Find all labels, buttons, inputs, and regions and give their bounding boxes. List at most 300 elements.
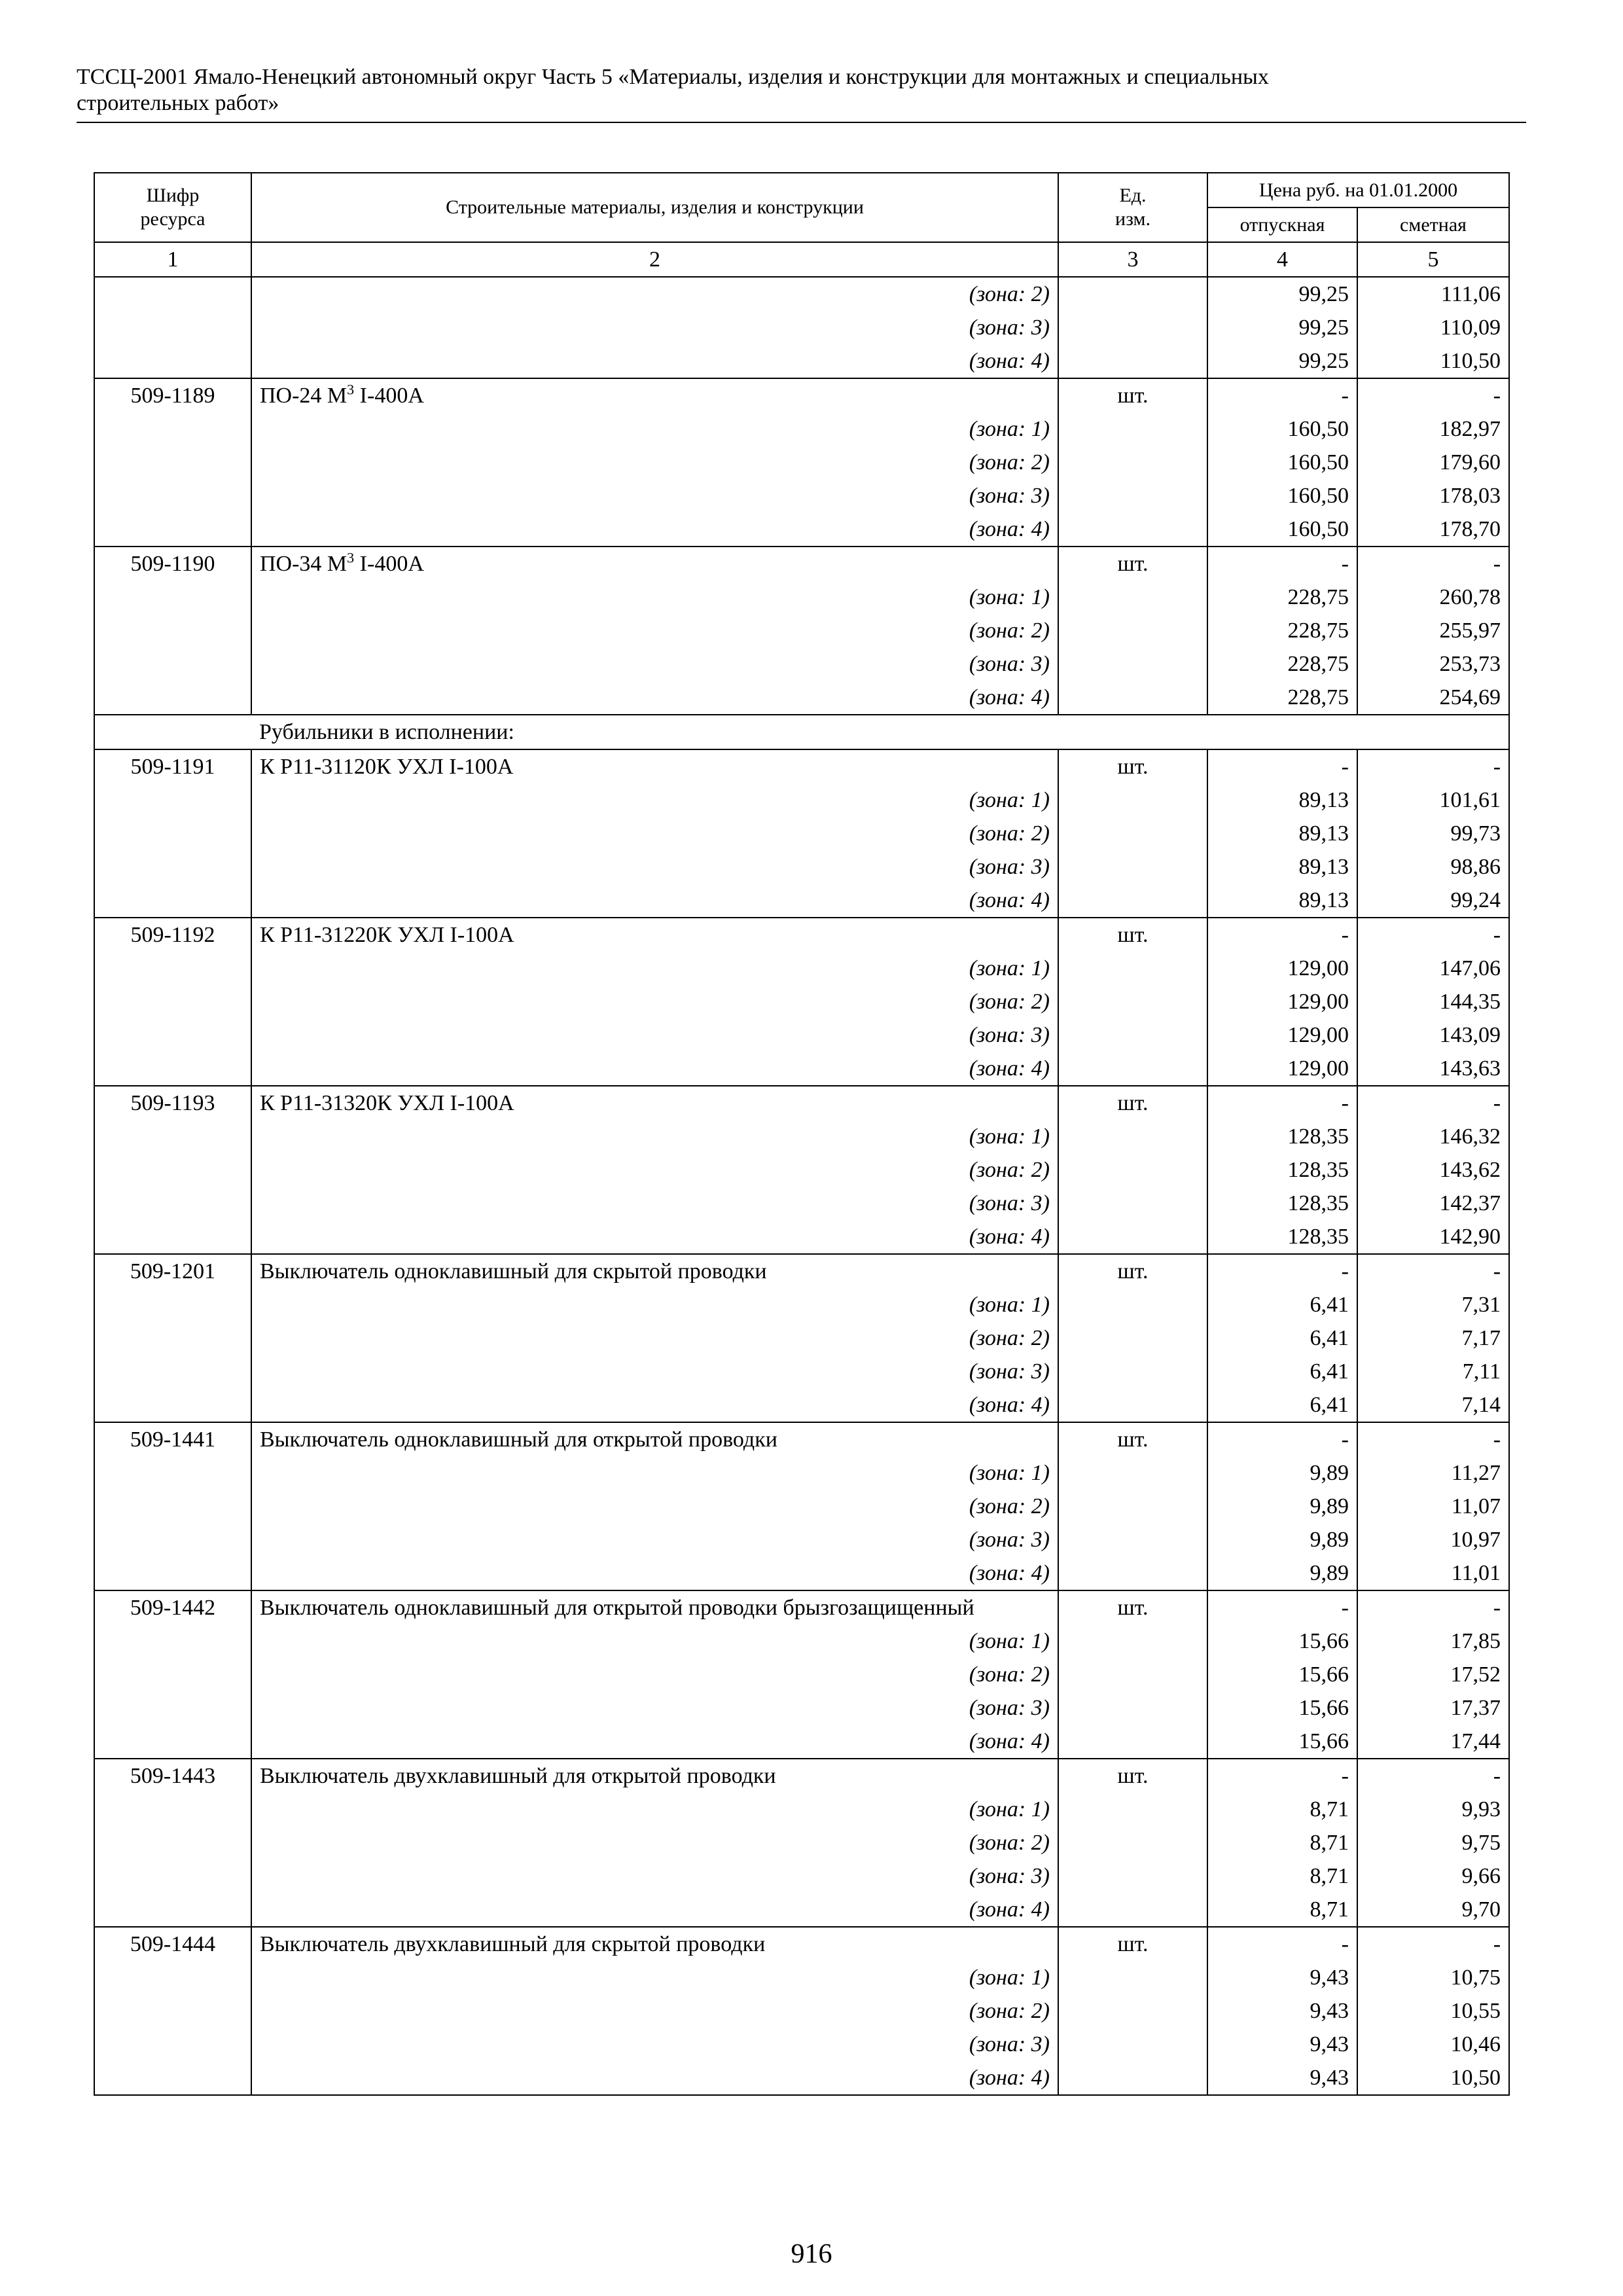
col-header-name: Строительные материалы, изделия и конструкции (251, 173, 1058, 242)
zone-label: (зона: 4) (251, 512, 1058, 547)
estimate-price: 9,70 (1357, 1893, 1509, 1927)
unit-cell (1058, 412, 1207, 446)
resource-code-cell (94, 1321, 251, 1355)
resource-code-cell (94, 850, 251, 884)
resource-code-cell (94, 581, 251, 614)
zone-row (94, 1859, 1509, 1893)
release-price: 99,25 (1207, 277, 1357, 311)
zone-label: (зона: 2) (251, 1153, 1058, 1187)
estimate-price: 11,27 (1357, 1456, 1509, 1490)
zone-row (94, 1153, 1509, 1187)
unit-cell (1058, 1355, 1207, 1388)
release-price: 89,13 (1207, 783, 1357, 817)
estimate-price: 146,32 (1357, 1120, 1509, 1153)
zone-row (94, 311, 1509, 344)
item-row (94, 1422, 1509, 1456)
item-name: Выключатель двухклавишный для открытой проводки (251, 1759, 1058, 1793)
estimate-price: - (1357, 918, 1509, 952)
resource-code-cell (94, 1153, 251, 1187)
resource-code-cell (94, 783, 251, 817)
unit: шт. (1058, 1254, 1207, 1288)
zone-row (94, 1490, 1509, 1523)
item-name-suffix: I-400А (354, 552, 424, 576)
zone-row (94, 479, 1509, 512)
header-rule (77, 122, 1526, 123)
release-price: - (1207, 1759, 1357, 1793)
zone-label: (зона: 1) (251, 412, 1058, 446)
estimate-price: 10,55 (1357, 1994, 1509, 2028)
col-header-code: Шифр ресурса (94, 173, 251, 242)
estimate-price: 7,17 (1357, 1321, 1509, 1355)
item-row (94, 1086, 1509, 1120)
zone-label: (зона: 3) (251, 1691, 1058, 1725)
zone-label: (зона: 2) (251, 446, 1058, 479)
unit-cell (1058, 1120, 1207, 1153)
unit-cell (1058, 850, 1207, 884)
item-name: Выключатель одноклавишный для скрытой проводки (251, 1254, 1058, 1288)
estimate-price: 7,11 (1357, 1355, 1509, 1388)
zone-label: (зона: 3) (251, 1523, 1058, 1556)
estimate-price: - (1357, 1927, 1509, 1961)
release-price: 99,25 (1207, 344, 1357, 378)
unit-cell (1058, 311, 1207, 344)
resource-code-cell (94, 1288, 251, 1321)
estimate-price: - (1357, 378, 1509, 412)
resource-code: 509-1201 (94, 1254, 251, 1288)
estimate-price: 142,37 (1357, 1187, 1509, 1220)
resource-code-cell (94, 1187, 251, 1220)
item-name-superscript: 3 (347, 549, 355, 566)
zone-row (94, 614, 1509, 647)
estimate-price: 99,24 (1357, 884, 1509, 918)
unit: шт. (1058, 1759, 1207, 1793)
item-name: Выключатель двухклавишный для скрытой проводки (251, 1927, 1058, 1961)
resource-code: 509-1190 (94, 547, 251, 581)
item-row (94, 749, 1509, 783)
release-price: 9,89 (1207, 1556, 1357, 1590)
zone-row (94, 681, 1509, 715)
release-price: 129,00 (1207, 985, 1357, 1018)
release-price: 9,89 (1207, 1523, 1357, 1556)
estimate-price: 98,86 (1357, 850, 1509, 884)
release-price: 129,00 (1207, 1018, 1357, 1052)
unit-cell (1058, 1556, 1207, 1590)
unit: шт. (1058, 1927, 1207, 1961)
zone-label: (зона: 3) (251, 2028, 1058, 2061)
release-price: 89,13 (1207, 817, 1357, 850)
zone-label: (зона: 2) (251, 1826, 1058, 1859)
unit-cell (1058, 1893, 1207, 1927)
unit-cell (1058, 1523, 1207, 1556)
estimate-price: 111,06 (1357, 277, 1509, 311)
estimate-price: 179,60 (1357, 446, 1509, 479)
unit-cell (1058, 1994, 1207, 2028)
estimate-price: 7,31 (1357, 1288, 1509, 1321)
unit-cell (1058, 681, 1207, 715)
unit-cell (1058, 2061, 1207, 2095)
resource-code: 509-1193 (94, 1086, 251, 1120)
zone-row (94, 412, 1509, 446)
zone-row (94, 1120, 1509, 1153)
estimate-price: 143,62 (1357, 1153, 1509, 1187)
col-number-1: 1 (94, 242, 251, 277)
resource-code-cell (94, 1523, 251, 1556)
release-price: - (1207, 1422, 1357, 1456)
resource-code: 509-1444 (94, 1927, 251, 1961)
resource-code-cell (94, 647, 251, 681)
resource-code: 509-1441 (94, 1422, 251, 1456)
unit-cell (1058, 1961, 1207, 1994)
unit: шт. (1058, 547, 1207, 581)
estimate-price: 178,70 (1357, 512, 1509, 547)
col-number-4: 4 (1207, 242, 1357, 277)
header-line-1: ТССЦ-2001 Ямало-Ненецкий автономный округ Часть 5 «Материалы, изделия и конструкции для монтажных и специальных (77, 65, 1269, 89)
zone-label: (зона: 4) (251, 1725, 1058, 1759)
release-price: 160,50 (1207, 412, 1357, 446)
release-price: 8,71 (1207, 1793, 1357, 1826)
release-price: 9,43 (1207, 1961, 1357, 1994)
unit-cell (1058, 581, 1207, 614)
zone-label: (зона: 1) (251, 1793, 1058, 1826)
resource-code-cell (94, 2028, 251, 2061)
release-price: 6,41 (1207, 1388, 1357, 1422)
release-price: - (1207, 918, 1357, 952)
zone-row (94, 1321, 1509, 1355)
resource-code: 509-1192 (94, 918, 251, 952)
release-price: 8,71 (1207, 1859, 1357, 1893)
zone-label: (зона: 1) (251, 581, 1058, 614)
item-row (94, 547, 1509, 581)
zone-label: (зона: 3) (251, 1859, 1058, 1893)
release-price: 228,75 (1207, 681, 1357, 715)
zone-row (94, 1826, 1509, 1859)
zone-label: (зона: 3) (251, 647, 1058, 681)
zone-label: (зона: 4) (251, 681, 1058, 715)
zone-label: (зона: 2) (251, 1658, 1058, 1691)
zone-label: (зона: 3) (251, 850, 1058, 884)
resource-code: 509-1443 (94, 1759, 251, 1793)
resource-code-cell (94, 1893, 251, 1927)
resource-code-cell (94, 1355, 251, 1388)
zone-row (94, 1556, 1509, 1590)
unit-cell (1058, 512, 1207, 547)
resource-code-cell (94, 1725, 251, 1759)
unit-cell (1058, 479, 1207, 512)
zone-label: (зона: 2) (251, 1994, 1058, 2028)
item-name: К Р11-31220К УХЛ I-100А (251, 918, 1058, 952)
release-price: - (1207, 749, 1357, 783)
resource-code-cell (94, 1018, 251, 1052)
resource-code-cell (94, 985, 251, 1018)
zone-label: (зона: 2) (251, 985, 1058, 1018)
resource-code-cell (94, 277, 251, 311)
zone-label: (зона: 4) (251, 1556, 1058, 1590)
unit-cell (1058, 1220, 1207, 1254)
resource-code-cell (94, 715, 251, 749)
resource-code-cell (94, 512, 251, 547)
zone-row (94, 985, 1509, 1018)
zone-row (94, 1018, 1509, 1052)
estimate-price: 10,50 (1357, 2061, 1509, 2095)
zone-row (94, 647, 1509, 681)
release-price: 129,00 (1207, 1052, 1357, 1086)
zone-label: (зона: 2) (251, 1490, 1058, 1523)
release-price: 128,35 (1207, 1120, 1357, 1153)
estimate-price: 99,73 (1357, 817, 1509, 850)
zone-row (94, 952, 1509, 985)
resource-code-cell (94, 2061, 251, 2095)
unit-cell (1058, 1288, 1207, 1321)
resource-code-cell (94, 446, 251, 479)
zone-label: (зона: 1) (251, 1288, 1058, 1321)
running-header (77, 64, 1526, 117)
estimate-price: 182,97 (1357, 412, 1509, 446)
zone-label: (зона: 3) (251, 1355, 1058, 1388)
release-price: 228,75 (1207, 581, 1357, 614)
item-name-superscript: 3 (347, 381, 355, 398)
unit-cell (1058, 1388, 1207, 1422)
estimate-price: - (1357, 1759, 1509, 1793)
unit-cell (1058, 952, 1207, 985)
zone-label: (зона: 1) (251, 952, 1058, 985)
item-name (251, 547, 1058, 581)
release-price: 128,35 (1207, 1153, 1357, 1187)
release-price: 99,25 (1207, 311, 1357, 344)
estimate-price: 101,61 (1357, 783, 1509, 817)
zone-row (94, 512, 1509, 547)
zone-label: (зона: 2) (251, 277, 1058, 311)
resource-code-cell (94, 1826, 251, 1859)
zone-row (94, 1725, 1509, 1759)
estimate-price: 144,35 (1357, 985, 1509, 1018)
zone-row (94, 2028, 1509, 2061)
zone-row (94, 1994, 1509, 2028)
zone-label: (зона: 4) (251, 2061, 1058, 2095)
resource-code-cell (94, 1490, 251, 1523)
estimate-price: - (1357, 1590, 1509, 1624)
zone-row (94, 1624, 1509, 1658)
section-row (94, 715, 1509, 749)
resource-code-cell (94, 884, 251, 918)
zone-row (94, 1355, 1509, 1388)
zone-label: (зона: 4) (251, 1052, 1058, 1086)
zone-row (94, 884, 1509, 918)
item-row (94, 1254, 1509, 1288)
estimate-price: 17,52 (1357, 1658, 1509, 1691)
item-row (94, 1590, 1509, 1624)
zone-label: (зона: 1) (251, 1961, 1058, 1994)
release-price: 160,50 (1207, 479, 1357, 512)
zone-label: (зона: 4) (251, 344, 1058, 378)
zone-row (94, 850, 1509, 884)
item-name: К Р11-31120К УХЛ I-100А (251, 749, 1058, 783)
item-row (94, 1759, 1509, 1793)
release-price: 128,35 (1207, 1187, 1357, 1220)
resource-code: 509-1191 (94, 749, 251, 783)
item-row (94, 1927, 1509, 1961)
release-price: 228,75 (1207, 647, 1357, 681)
unit-cell (1058, 1826, 1207, 1859)
zone-label: (зона: 4) (251, 1388, 1058, 1422)
item-name-text: ПО-24 М (260, 384, 348, 408)
estimate-price: 17,37 (1357, 1691, 1509, 1725)
unit: шт. (1058, 749, 1207, 783)
unit-cell (1058, 1321, 1207, 1355)
resource-code-cell (94, 1793, 251, 1826)
section-title: Рубильники в исполнении: (251, 715, 1509, 749)
release-price: - (1207, 547, 1357, 581)
estimate-price: - (1357, 1422, 1509, 1456)
unit-cell (1058, 1490, 1207, 1523)
item-row (94, 918, 1509, 952)
zone-label: (зона: 1) (251, 1456, 1058, 1490)
zone-row (94, 1187, 1509, 1220)
release-price: 9,89 (1207, 1490, 1357, 1523)
col-number-3: 3 (1058, 242, 1207, 277)
resource-code-cell (94, 681, 251, 715)
resource-code-cell (94, 1961, 251, 1994)
header-line-2: строительных работ» (77, 91, 279, 115)
release-price: 9,43 (1207, 1994, 1357, 2028)
release-price: 8,71 (1207, 1826, 1357, 1859)
item-name: Выключатель одноклавишный для открытой проводки брызгозащищенный (251, 1590, 1058, 1624)
zone-label: (зона: 2) (251, 1321, 1058, 1355)
zone-row (94, 1691, 1509, 1725)
estimate-price: 9,66 (1357, 1859, 1509, 1893)
zone-row (94, 1288, 1509, 1321)
resource-code-cell (94, 479, 251, 512)
release-price: 129,00 (1207, 952, 1357, 985)
release-price: 160,50 (1207, 446, 1357, 479)
zone-row (94, 783, 1509, 817)
resource-code-cell (94, 1052, 251, 1086)
unit-cell (1058, 1018, 1207, 1052)
zone-label: (зона: 3) (251, 1187, 1058, 1220)
unit-cell (1058, 344, 1207, 378)
estimate-price: 147,06 (1357, 952, 1509, 985)
resource-code: 509-1442 (94, 1590, 251, 1624)
resource-code-cell (94, 344, 251, 378)
zone-label: (зона: 1) (251, 1624, 1058, 1658)
resource-code-cell (94, 311, 251, 344)
resource-code-cell (94, 1556, 251, 1590)
estimate-price: 143,63 (1357, 1052, 1509, 1086)
unit-cell (1058, 884, 1207, 918)
resource-code-cell (94, 1624, 251, 1658)
release-price: 9,43 (1207, 2028, 1357, 2061)
estimate-price: 17,44 (1357, 1725, 1509, 1759)
unit-cell (1058, 1793, 1207, 1826)
release-price: 8,71 (1207, 1893, 1357, 1927)
release-price: 128,35 (1207, 1220, 1357, 1254)
page-number: 916 (791, 2239, 832, 2269)
zone-row (94, 1052, 1509, 1086)
release-price: 6,41 (1207, 1355, 1357, 1388)
resource-code-cell (94, 1456, 251, 1490)
unit-cell (1058, 2028, 1207, 2061)
unit-cell (1058, 1859, 1207, 1893)
unit-cell (1058, 985, 1207, 1018)
zone-row (94, 1793, 1509, 1826)
zone-row (94, 1523, 1509, 1556)
resource-code-cell (94, 1120, 251, 1153)
estimate-price: 142,90 (1357, 1220, 1509, 1254)
unit-cell (1058, 1624, 1207, 1658)
zone-label: (зона: 1) (251, 783, 1058, 817)
estimate-price: - (1357, 1254, 1509, 1288)
release-price: - (1207, 378, 1357, 412)
col-header-unit: Ед. изм. (1058, 173, 1207, 242)
estimate-price: 110,09 (1357, 311, 1509, 344)
release-price: 6,41 (1207, 1288, 1357, 1321)
col-number-2: 2 (251, 242, 1058, 277)
release-price: 15,66 (1207, 1691, 1357, 1725)
zone-row (94, 581, 1509, 614)
release-price: - (1207, 1086, 1357, 1120)
zone-row (94, 446, 1509, 479)
release-price: 89,13 (1207, 884, 1357, 918)
release-price: 15,66 (1207, 1725, 1357, 1759)
zone-label: (зона: 4) (251, 884, 1058, 918)
estimate-price: - (1357, 749, 1509, 783)
estimate-price: - (1357, 547, 1509, 581)
unit-cell (1058, 614, 1207, 647)
unit-cell (1058, 1456, 1207, 1490)
release-price: 15,66 (1207, 1658, 1357, 1691)
release-price: 15,66 (1207, 1624, 1357, 1658)
resource-code-cell (94, 1859, 251, 1893)
estimate-price: 11,07 (1357, 1490, 1509, 1523)
estimate-price: 9,93 (1357, 1793, 1509, 1826)
zone-row (94, 2061, 1509, 2095)
estimate-price: 255,97 (1357, 614, 1509, 647)
unit-cell (1058, 1187, 1207, 1220)
unit-cell (1058, 1658, 1207, 1691)
estimate-price: 17,85 (1357, 1624, 1509, 1658)
release-price: 228,75 (1207, 614, 1357, 647)
estimate-price: 10,46 (1357, 2028, 1509, 2061)
unit: шт. (1058, 1590, 1207, 1624)
unit-cell (1058, 817, 1207, 850)
zone-label: (зона: 1) (251, 1120, 1058, 1153)
zone-row (94, 1220, 1509, 1254)
estimate-price: 143,09 (1357, 1018, 1509, 1052)
price-table (94, 172, 1510, 2096)
col-header-estimate-price: сметная (1357, 207, 1509, 242)
zone-label: (зона: 3) (251, 311, 1058, 344)
estimate-price: 9,75 (1357, 1826, 1509, 1859)
release-price: - (1207, 1254, 1357, 1288)
zone-row (94, 1961, 1509, 1994)
zone-label: (зона: 2) (251, 817, 1058, 850)
resource-code-cell (94, 817, 251, 850)
release-price: - (1207, 1590, 1357, 1624)
item-row (94, 378, 1509, 412)
release-price: 89,13 (1207, 850, 1357, 884)
resource-code: 509-1189 (94, 378, 251, 412)
estimate-price: 10,97 (1357, 1523, 1509, 1556)
col-header-price-group: Цена руб. на 01.01.2000 (1207, 173, 1509, 207)
resource-code-cell (94, 1388, 251, 1422)
estimate-price: 260,78 (1357, 581, 1509, 614)
zone-row (94, 344, 1509, 378)
release-price: 9,43 (1207, 2061, 1357, 2095)
zone-label: (зона: 2) (251, 614, 1058, 647)
estimate-price: 178,03 (1357, 479, 1509, 512)
item-name: К Р11-31320К УХЛ I-100А (251, 1086, 1058, 1120)
unit-cell (1058, 647, 1207, 681)
release-price: 6,41 (1207, 1321, 1357, 1355)
